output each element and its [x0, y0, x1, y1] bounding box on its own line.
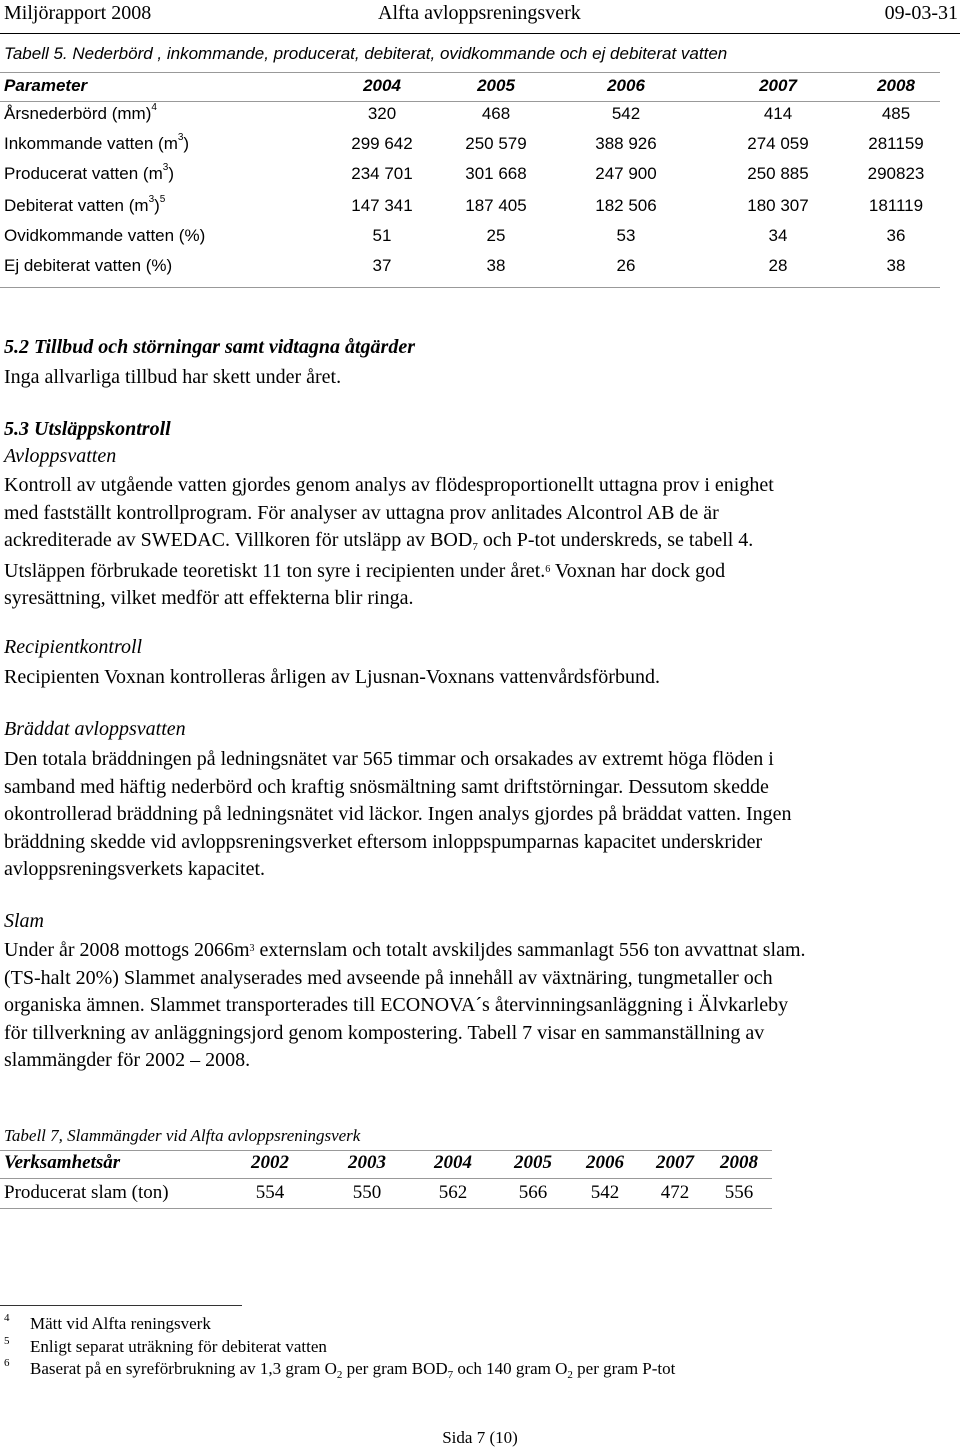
table5-cell: 281159	[868, 134, 924, 153]
table5-header-param: Parameter	[4, 76, 88, 95]
paragraph-line: organiska ämnen. Slammet transporterades till ECONOVA´s återvinningsanläggning i Älvkarleby	[4, 994, 789, 1016]
table7-bottom-rule	[0, 1208, 772, 1209]
table5-cell: 414	[763, 104, 793, 123]
table5-param-text: Inkommande vatten (m	[4, 134, 178, 153]
footnote-text: Enligt separat uträkning för debiterat vatten	[30, 1337, 327, 1356]
table5-cell: 38	[886, 256, 906, 275]
table7-header-year: 2008	[720, 1152, 758, 1173]
table5-param	[4, 164, 174, 184]
table5-cell: 182 506	[595, 196, 657, 215]
table7-caption: Tabell 7, Slammängder vid Alfta avloppsreningsverk	[4, 1126, 361, 1145]
header-date: 09-03-31	[884, 2, 958, 24]
table5-param	[4, 196, 165, 216]
table7-header-year: 2003	[348, 1152, 386, 1173]
table5-cell: 36	[886, 226, 906, 245]
table7-top-rule	[0, 1150, 772, 1151]
section-5-3-heading: 5.3 Utsläppskontroll	[4, 418, 171, 440]
paragraph-line: Den totala bräddningen på ledningsnätet var 565 timmar och orsakades av extremt höga flöden i	[4, 748, 774, 770]
slam-paragraph	[4, 937, 934, 1075]
table5-param	[4, 256, 172, 276]
paragraph-line	[4, 937, 934, 965]
table5-cell: 53	[616, 226, 636, 245]
superscript: 3	[148, 194, 155, 205]
footnote-ref: 6	[545, 563, 551, 575]
page-number: Sida 7 (10)	[442, 1428, 518, 1447]
paragraph-fragment: Voxnan har dock god	[550, 559, 726, 582]
paragraph-line: avloppsreningsverkets kapacitet.	[4, 858, 266, 880]
table5-param-text: Årsnederbörd (mm)	[4, 104, 152, 123]
paragraph-fragment: externslam och totalt avskiljdes sammanlagt 556 ton avvattnat slam.	[254, 939, 806, 961]
superscript: 3	[249, 943, 255, 954]
section-5-2-heading: 5.2 Tillbud och störningar samt vidtagna åtgärder	[4, 336, 415, 358]
paragraph-line: för tillverkning av anläggningsjord genom kompostering. Tabell 7 visar en sammanställning av	[4, 1021, 765, 1044]
table5-param-text: Producerat vatten (m	[4, 164, 163, 183]
table7-cell: 550	[352, 1182, 382, 1203]
table5-header-rule	[0, 101, 940, 102]
table5-cell: 51	[372, 226, 392, 245]
paragraph-line: Kontroll av utgående vatten gjordes genom analys av flödesproportionellt uttagna prov i enighet	[4, 474, 774, 496]
header-report-title: Miljörapport 2008	[4, 2, 152, 24]
table5-cell: 181119	[868, 196, 924, 215]
subscript: 2	[567, 1369, 573, 1381]
table5-cell: 250 885	[747, 164, 809, 183]
subscript: 2	[336, 1369, 343, 1381]
paragraph-line	[4, 558, 934, 586]
footnote-number: 6	[4, 1357, 10, 1369]
footnote-text: Mätt vid Alfta reningsverk	[30, 1314, 211, 1333]
avloppsvatten-paragraph	[4, 472, 934, 613]
table5-cell: 299 642	[351, 134, 413, 153]
table5-header-year: 2005	[477, 76, 515, 95]
footnote-number: 5	[4, 1335, 10, 1347]
table7-header-year: 2005	[514, 1152, 552, 1173]
table5-cell: 290823	[867, 164, 925, 183]
footnote-fragment: per gram P-tot	[572, 1359, 676, 1378]
table5-cell: 247 900	[595, 164, 657, 183]
table5-row	[0, 134, 940, 164]
table7-cell: 472	[660, 1182, 690, 1203]
paragraph-line: slammängder för 2002 – 2008.	[4, 1049, 251, 1071]
table5-cell: 468	[481, 104, 511, 123]
table5-param	[4, 226, 205, 246]
table5-param-text: Debiterat vatten (m	[4, 196, 149, 215]
table5-param	[4, 134, 189, 154]
table5-cell: 180 307	[747, 196, 809, 215]
table5-cell: 274 059	[747, 134, 809, 153]
footnote-fragment: per gram BOD	[342, 1359, 448, 1378]
table5-header-year: 2004	[363, 76, 401, 95]
table7-cell: 554	[255, 1182, 285, 1203]
table7-row-label: Producerat slam (ton)	[4, 1182, 169, 1203]
table5-cell: 388 926	[595, 134, 657, 153]
table5-cell: 147 341	[351, 196, 413, 215]
paragraph-line: okontrollerad bräddning på ledningsnätet vid läckor. Ingen analys gjordes på bräddat vatten. Ingen	[4, 803, 792, 825]
table5-cell: 34	[768, 226, 788, 245]
paragraph-line: med fastställt kontrollprogram. För analyser av uttagna prov anlitades Alcontrol AB de är	[4, 501, 719, 524]
table5-cell: 320	[367, 104, 397, 123]
avloppsvatten-heading: Avloppsvatten	[4, 445, 117, 467]
table7-header-label: Verksamhetsår	[4, 1152, 121, 1173]
table5-header-year: 2006	[607, 76, 645, 95]
footnote-ref: 5	[159, 194, 166, 205]
recipientkontroll-text: Recipienten Voxnan kontrolleras årligen av Ljusnan-Voxnans vattenvårdsförbund.	[4, 666, 660, 688]
footnote-separator	[0, 1305, 242, 1306]
table5-cell: 28	[768, 256, 788, 275]
footnote-text	[30, 1359, 675, 1379]
table5-cell: 301 668	[465, 164, 527, 183]
paragraph-fragment: ackrediterade av SWEDAC. Villkoren för utsläpp av BOD	[4, 529, 473, 551]
slam-heading: Slam	[4, 910, 44, 932]
table7-header-year: 2007	[656, 1152, 694, 1173]
table5-cell: 26	[616, 256, 636, 275]
table5-top-rule	[0, 72, 940, 73]
table7-cell: 562	[438, 1182, 468, 1203]
table7-cell: 542	[590, 1182, 620, 1203]
table5-param	[4, 104, 157, 124]
footnote-fragment: och 140 gram O	[453, 1359, 568, 1378]
table5-param-text: Ovidkommande vatten (%)	[4, 226, 206, 245]
table5-cell: 485	[881, 104, 911, 123]
recipientkontroll-heading: Recipientkontroll	[4, 636, 143, 658]
table5-cell: 542	[611, 104, 641, 123]
table5-row	[0, 226, 940, 256]
table5-cell: 38	[486, 256, 506, 275]
table7-header-rule	[0, 1178, 772, 1179]
braddat-paragraph	[4, 746, 934, 884]
table5-bottom-rule	[0, 287, 940, 288]
table5-param-suffix: )	[168, 164, 174, 183]
subscript: 7	[472, 541, 478, 553]
table7-cell: 566	[518, 1182, 548, 1203]
table7-header-year: 2004	[434, 1152, 472, 1173]
superscript: 3	[177, 132, 184, 143]
table7-cell: 556	[724, 1182, 754, 1203]
table5-header-year: 2008	[877, 76, 915, 95]
table5-header-year: 2007	[759, 76, 797, 95]
table5-row	[0, 196, 940, 226]
table7-header-year: 2006	[586, 1152, 624, 1173]
table5-param-suffix: )	[154, 196, 160, 215]
table7-header-year: 2002	[251, 1152, 289, 1173]
table5-cell: 25	[486, 226, 506, 245]
paragraph-line: (TS-halt 20%) Slammet analyserades med avseende på innehåll av växtnäring, tungmetaller och	[4, 966, 773, 989]
table5-row	[0, 104, 940, 134]
table5-cell: 37	[372, 256, 392, 275]
section-5-2-text: Inga allvarliga tillbud har skett under året.	[4, 366, 342, 388]
footnote-number: 4	[4, 1312, 10, 1324]
superscript: 4	[151, 102, 157, 113]
header-plant-name: Alfta avloppsreningsverk	[378, 2, 581, 24]
table5-cell: 250 579	[465, 134, 527, 153]
table5-caption: Tabell 5. Nederbörd , inkommande, producerat, debiterat, ovidkommande och ej debiterat vatten	[4, 44, 728, 63]
footnote-fragment: Baserat på en syreförbrukning av 1,3 gram O	[30, 1359, 337, 1378]
paragraph-fragment: och P-tot underskreds, se tabell 4.	[477, 529, 754, 551]
superscript: 3	[162, 162, 169, 173]
table5-param-suffix: )	[183, 134, 190, 153]
paragraph-line: syresättning, vilket medför att effekterna blir ringa.	[4, 587, 414, 609]
paragraph-line: samband med häftig nederbörd och kraftig snösmältning samt driftstörningar. Dessutom skedde	[4, 775, 769, 798]
paragraph-fragment: Utsläppen förbrukade teoretiskt 11 ton syre i recipienten under året.	[4, 559, 546, 582]
paragraph-line: bräddning skedde vid avloppsreningsverket eftersom inloppspumparnas kapacitet underskrider	[4, 830, 763, 853]
header-rule	[0, 33, 960, 34]
table5-cell: 234 701	[351, 164, 413, 183]
table5-param-text: Ej debiterat vatten (%)	[4, 256, 173, 275]
paragraph-fragment: Under år 2008 mottogs 2066m	[4, 939, 250, 961]
paragraph-line	[4, 527, 934, 558]
table5-row	[0, 256, 940, 286]
braddat-heading: Bräddat avloppsvatten	[4, 718, 186, 740]
table5-cell: 187 405	[465, 196, 527, 215]
table5-row	[0, 164, 940, 194]
subscript: 7	[447, 1369, 454, 1381]
